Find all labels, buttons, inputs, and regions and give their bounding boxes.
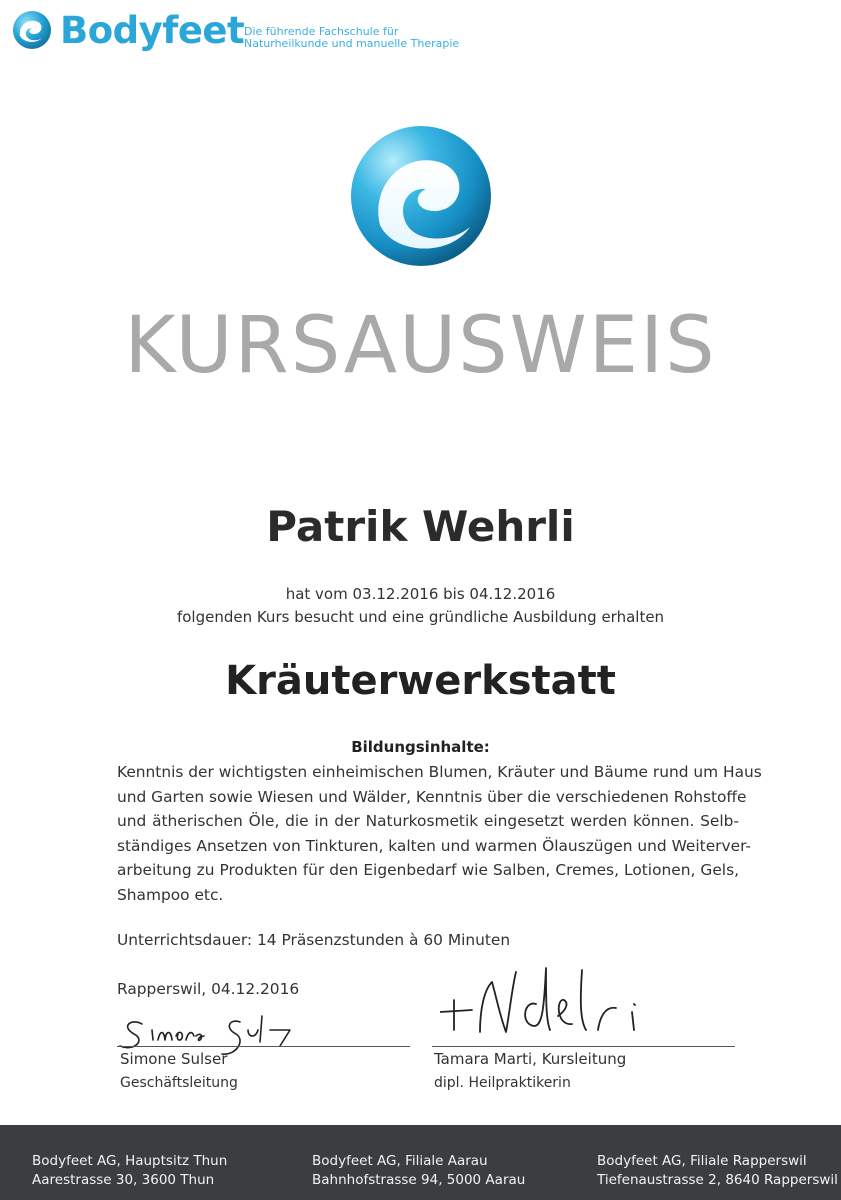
signer-right-name: Tamara Marti, Kursleitung (434, 1050, 627, 1068)
signature-line-right (432, 1046, 735, 1047)
footer-line: Bodyfeet AG, Hauptsitz Thun (32, 1153, 228, 1169)
tagline-line-1: Die führende Fachschule für (244, 25, 399, 38)
brand-tagline (244, 26, 459, 50)
place-and-date: Rapperswil, 04.12.2016 (117, 980, 300, 998)
attendance-line-1: hat vom 03.12.2016 bis 04.12.2016 (285, 585, 556, 603)
attendance-statement (0, 583, 841, 629)
contents-line: ständiges Ansetzen von Tinkturen, kalten und warmen Ölauszügen und Weiterver- (117, 836, 751, 855)
signer-left-name: Simone Sulser (120, 1050, 228, 1068)
signer-left-role: Geschäftsleitung (120, 1075, 238, 1091)
footer (0, 1125, 841, 1200)
footer-location-aarau (312, 1152, 525, 1190)
course-title: Kräuterwerkstatt (225, 658, 616, 704)
signature-line-left (117, 1046, 410, 1047)
footer-line: Bodyfeet AG, Filiale Aarau (312, 1153, 488, 1169)
tagline-line-2: Naturheilkunde und manuelle Therapie (244, 37, 460, 50)
signer-right-role: dipl. Heilpraktikerin (434, 1075, 571, 1091)
footer-line: Tiefenaustrasse 2, 8640 Rapperswil (597, 1172, 838, 1188)
contents-body (117, 760, 762, 907)
bodyfeet-emblem-icon (350, 125, 492, 267)
course-duration: Unterrichtsdauer: 14 Präsenzstunden à 60 Minuten (117, 931, 511, 949)
contents-line: und ätherischen Öle, die in der Naturkosmetik eingesetzt werden können. Selb- (117, 812, 739, 830)
contents-line: Kenntnis der wichtigsten einheimischen Blumen, Kräuter und Bäume rund um Haus (117, 763, 762, 781)
contents-line: arbeitung zu Produkten für den Eigenbedarf wie Salben, Cremes, Lotionen, Gels, (117, 861, 739, 879)
contents-line: Shampoo etc. (117, 885, 224, 904)
contents-line: und Garten sowie Wiesen und Wälder, Kenntnis über die verschiedenen Rohstoffe (117, 787, 747, 806)
signature-tamara-marti (440, 960, 680, 1050)
footer-line: Aarestrasse 30, 3600 Thun (32, 1172, 215, 1188)
footer-location-rapperswil (597, 1152, 838, 1190)
footer-line: Bodyfeet AG, Filiale Rapperswil (597, 1153, 807, 1169)
participant-name: Patrik Wehrli (266, 502, 575, 551)
contents-heading: Bildungsinhalte: (351, 738, 490, 756)
footer-line: Bahnhofstrasse 94, 5000 Aarau (312, 1172, 526, 1188)
attendance-line-2: folgenden Kurs besucht und eine gründliche Ausbildung erhalten (176, 608, 665, 626)
document-title: KURSAUSWEIS (124, 301, 717, 391)
brand-name: Bodyfeet (60, 9, 245, 52)
bodyfeet-logo-icon (12, 10, 52, 50)
footer-location-thun (32, 1152, 227, 1190)
